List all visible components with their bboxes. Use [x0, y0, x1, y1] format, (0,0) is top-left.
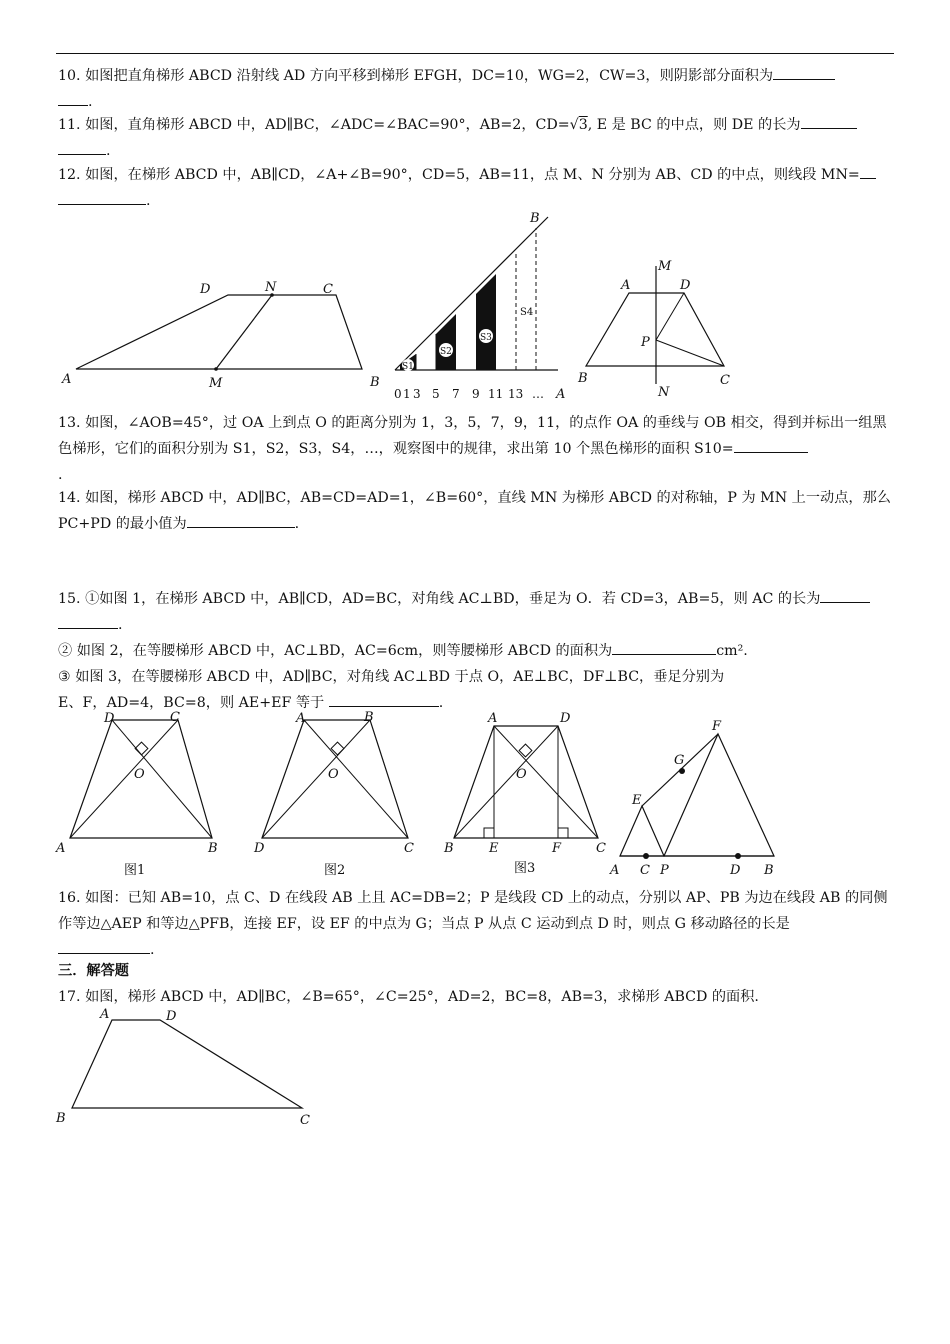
answer-blank[interactable] [801, 114, 857, 129]
svg-text:B: B [364, 710, 374, 725]
svg-text:B: B [578, 371, 588, 386]
figure-q14-trapezoid [574, 256, 754, 400]
label-n: N [265, 280, 277, 295]
svg-text:…: … [532, 387, 544, 401]
black-trapezoid-s2 [436, 314, 456, 370]
svg-text:B: B [56, 1111, 66, 1126]
svg-text:C: C [596, 841, 606, 856]
trapezoid-abcd [586, 293, 724, 366]
svg-text:O: O [134, 767, 145, 782]
question-12: 12. 如图，在梯形 ABCD 中，AB∥CD，∠A+∠B=90°，CD=5，AB=11，点 M、N 分别为 AB、CD 的中点，则线段 MN= . [58, 162, 894, 214]
segment-mn [216, 295, 272, 369]
svg-text:A: A [621, 278, 631, 293]
question-15: 15. ①如图 1，在梯形 ABCD 中，AB∥CD，AD=BC，对角线 AC⊥BD，垂足为 O．若 CD=3，AB=5，则 AC 的长为 . ② 如图 2，在等腰梯形 ABCD 中，AC⊥BD，AC=6cm，则等腰梯形 ABCD 的面积为 cm². ③ 如图 3，在等腰梯形 ABCD 中，AD∥BC，对角线 AC⊥BD 于点 O，AE⊥BC，DF⊥BC，垂足分别为 E、F，AD=4，BC=8，则 AE+EF 等于 . [58, 586, 894, 716]
trapezoid-abcd [76, 295, 362, 369]
figure-q16-equilateral [610, 714, 790, 884]
svg-text:A: A [488, 711, 498, 726]
answer-blank[interactable] [58, 614, 118, 629]
svg-text:9: 9 [472, 387, 480, 401]
answer-blank[interactable] [58, 91, 88, 106]
svg-text:0: 0 [394, 387, 402, 401]
question-11: 11. 如图，直角梯形 ABCD 中，AD∥BC，∠ADC=∠BAC=90°，AB=2，CD=√3, E 是 BC 的中点，则 DE 的长为 . [58, 112, 894, 164]
svg-text:P: P [641, 335, 650, 350]
question-13: 13. 如图，∠AOB=45°，过 OA 上到点 O 的距离分别为 1，3，5，7，9，11，的点作 OA 的垂线与 OB 相交，得到并标出一组黑色梯形，它们的面积分别为 S1，S2，S3，S4，…，观察图中的规律，求出第 10 个黑色梯形的面积 S10= . [58, 415, 887, 483]
svg-text:P: P [660, 863, 669, 878]
svg-text:S3: S3 [480, 333, 492, 343]
svg-text:C: C [720, 373, 730, 388]
svg-text:3: 3 [413, 387, 421, 401]
svg-text:E: E [489, 841, 499, 856]
answer-blank[interactable] [329, 692, 439, 707]
svg-text:D: D [254, 841, 265, 856]
ray-ob [395, 217, 548, 370]
svg-text:A: A [610, 863, 620, 878]
figure-2 [252, 708, 432, 878]
label-c: C [323, 282, 333, 297]
svg-text:A: A [100, 1007, 110, 1022]
svg-text:D: D [680, 278, 691, 293]
label-b-top: B [530, 211, 540, 226]
answer-blank[interactable] [734, 438, 808, 453]
svg-text:C: C [404, 841, 414, 856]
svg-text:B: B [444, 841, 454, 856]
svg-text:O: O [516, 767, 527, 782]
label-b-origin: B [370, 375, 380, 390]
svg-text:S4: S4 [520, 307, 534, 318]
label-a-end: A [556, 387, 566, 402]
svg-text:S1: S1 [402, 362, 414, 372]
top-rule [56, 53, 894, 54]
svg-text:N: N [658, 385, 670, 400]
question-14: 14. 如图，梯形 ABCD 中，AD∥BC，AB=CD=AD=1，∠B=60°，直线 MN 为梯形 ABCD 的对称轴，P 为 MN 上一动点，那么 PC+PD 的最小值为 . [58, 490, 891, 532]
section-3-heading: 三．解答题 [58, 963, 129, 979]
svg-text:D: D [730, 863, 741, 878]
caption-figure-2: 图2 [324, 863, 346, 878]
figure-q17-trapezoid [54, 1004, 334, 1134]
svg-text:F: F [552, 841, 562, 856]
svg-text:O: O [328, 767, 339, 782]
answer-blank[interactable] [187, 513, 295, 528]
svg-text:C: C [170, 710, 180, 725]
question-10: 10. 如图把直角梯形 ABCD 沿射线 AD 方向平移到梯形 EFGH，DC=10，WG=2，CW=3，则阴影部分面积为 . [58, 63, 894, 115]
answer-blank[interactable] [612, 640, 716, 655]
svg-text:13: 13 [508, 387, 524, 401]
label-a: A [62, 372, 72, 387]
figure-q12-trapezoid [56, 275, 376, 395]
svg-text:F: F [712, 719, 722, 734]
svg-text:G: G [674, 753, 685, 768]
svg-text:D: D [560, 711, 571, 726]
svg-text:11: 11 [488, 387, 504, 401]
svg-text:B: B [208, 841, 218, 856]
svg-text:5: 5 [432, 387, 440, 401]
answer-blank[interactable] [58, 939, 150, 954]
svg-text:E: E [632, 793, 642, 808]
svg-text:7: 7 [452, 387, 460, 401]
answer-blank[interactable] [860, 164, 876, 179]
question-17: 17. 如图，梯形 ABCD 中，AD∥BC，∠B=65°，∠C=25°，AD=2，BC=8，AB=3，求梯形 ABCD 的面积. [58, 989, 759, 1005]
figure-1 [54, 708, 234, 878]
svg-text:S2: S2 [440, 347, 452, 357]
svg-text:C: C [300, 1113, 310, 1128]
figure-3 [444, 708, 614, 878]
answer-blank[interactable] [773, 65, 835, 80]
svg-text:M: M [658, 259, 672, 274]
svg-text:1: 1 [403, 387, 411, 401]
svg-text:A: A [56, 841, 66, 856]
question-16: 16. 如图：已知 AB=10，点 C、D 在线段 AB 上且 AC=DB=2；P 是线段 CD 上的动点，分别以 AP、PB 为边在线段 AB 的同侧作等边△AEP 和等边△PFB，连接 EF，设 EF 的中点为 G；当点 P 从点 C 运动到点 D 时，则点 G 移动路径的长是 . [58, 890, 888, 958]
svg-text:D: D [166, 1009, 177, 1024]
answer-blank[interactable] [820, 588, 870, 603]
label-m: M [209, 376, 223, 391]
caption-figure-1: 图1 [124, 863, 146, 878]
svg-text:B: B [764, 863, 774, 878]
svg-text:C: C [640, 863, 650, 878]
black-trapezoid-s3 [476, 274, 496, 370]
answer-blank[interactable] [58, 190, 146, 205]
figure-q13-angle-strips [368, 208, 578, 402]
label-d: D [200, 282, 211, 297]
caption-figure-3: 图3 [514, 861, 536, 876]
svg-text:A: A [296, 711, 306, 726]
answer-blank[interactable] [58, 140, 106, 155]
svg-text:D: D [104, 711, 115, 726]
